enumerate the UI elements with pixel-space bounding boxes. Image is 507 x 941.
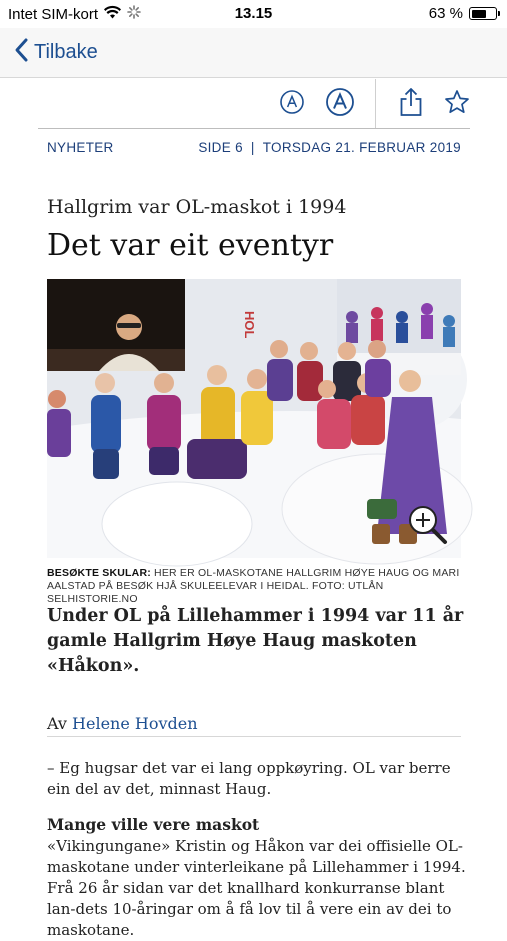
share-button[interactable] [396,89,426,119]
caption-label: BESØKTE SKULAR: [47,567,151,579]
text-larger-icon [325,87,355,122]
section-label: NYHETER [47,140,114,155]
photo-sign-text: HOL [242,311,257,339]
status-right [429,5,497,22]
status-time: 13.15 [234,5,273,22]
toolbar-rule [38,128,470,129]
star-icon [444,89,470,120]
author-link[interactable]: Helene Hovden [72,714,198,733]
meta-separator: | [250,140,255,155]
article-photo[interactable] [47,279,461,558]
status-bar [0,0,507,28]
back-button[interactable] [14,38,98,68]
battery-icon [469,7,497,20]
paragraph-2: «Vikingungane» Kristin og Håkon var dei offisielle OL-maskotane under vinterleikane på Lillehammer i 1994. Frå 26 år sidan var det knallhard konkurranse blant lan-dets 10-åringar om å få lov til å vere ein av dei to maskotane. [47,837,466,939]
byline [47,714,198,733]
chevron-left-icon [14,38,28,68]
carrier-label: Intet SIM-kort [8,5,99,23]
page-number: SIDE 6 [198,140,243,155]
favorite-button[interactable] [442,89,472,119]
article-headline: Det var eit eventyr [47,228,334,263]
toolbar-divider [375,79,376,129]
back-label: Tilbake [34,41,98,63]
byline-prefix: Av [47,714,67,733]
subheading: Mange ville vere maskot [47,815,260,834]
article-meta [47,140,461,155]
text-smaller-icon [279,89,305,120]
photo-illustration [47,279,461,558]
caption-text: HER ER OL-MASKOTANE HALLGRIM HØYE HAUG OG MARI AALSTAD PÅ BESØK HJÅ SKULEELEVAR I HEIDAL. FOTO: UTLÅN SELHISTORIE.NO [47,567,460,605]
page-date [198,140,461,155]
navigation-bar [0,28,507,78]
paragraph-1: – Eg hugsar det var ei lang oppkøyring. OL var berre ein del av det, minnast Haug. [47,759,451,798]
text-larger-button[interactable] [323,87,357,121]
article-kicker: Hallgrim var OL-maskot i 1994 [47,196,347,218]
byline-rule [47,736,461,737]
article-toolbar [0,79,507,129]
publish-date: TORSDAG 21. FEBRUAR 2019 [262,140,461,155]
article-lead: Under OL på Lillehammer i 1994 var 11 år gamle Hallgrim Høye Haug maskoten «Håkon». [47,606,464,676]
share-icon [398,87,424,122]
battery-percent: 63 % [428,5,463,22]
battery-level [472,10,486,18]
photo-caption [47,567,461,606]
text-smaller-button[interactable] [277,89,307,119]
